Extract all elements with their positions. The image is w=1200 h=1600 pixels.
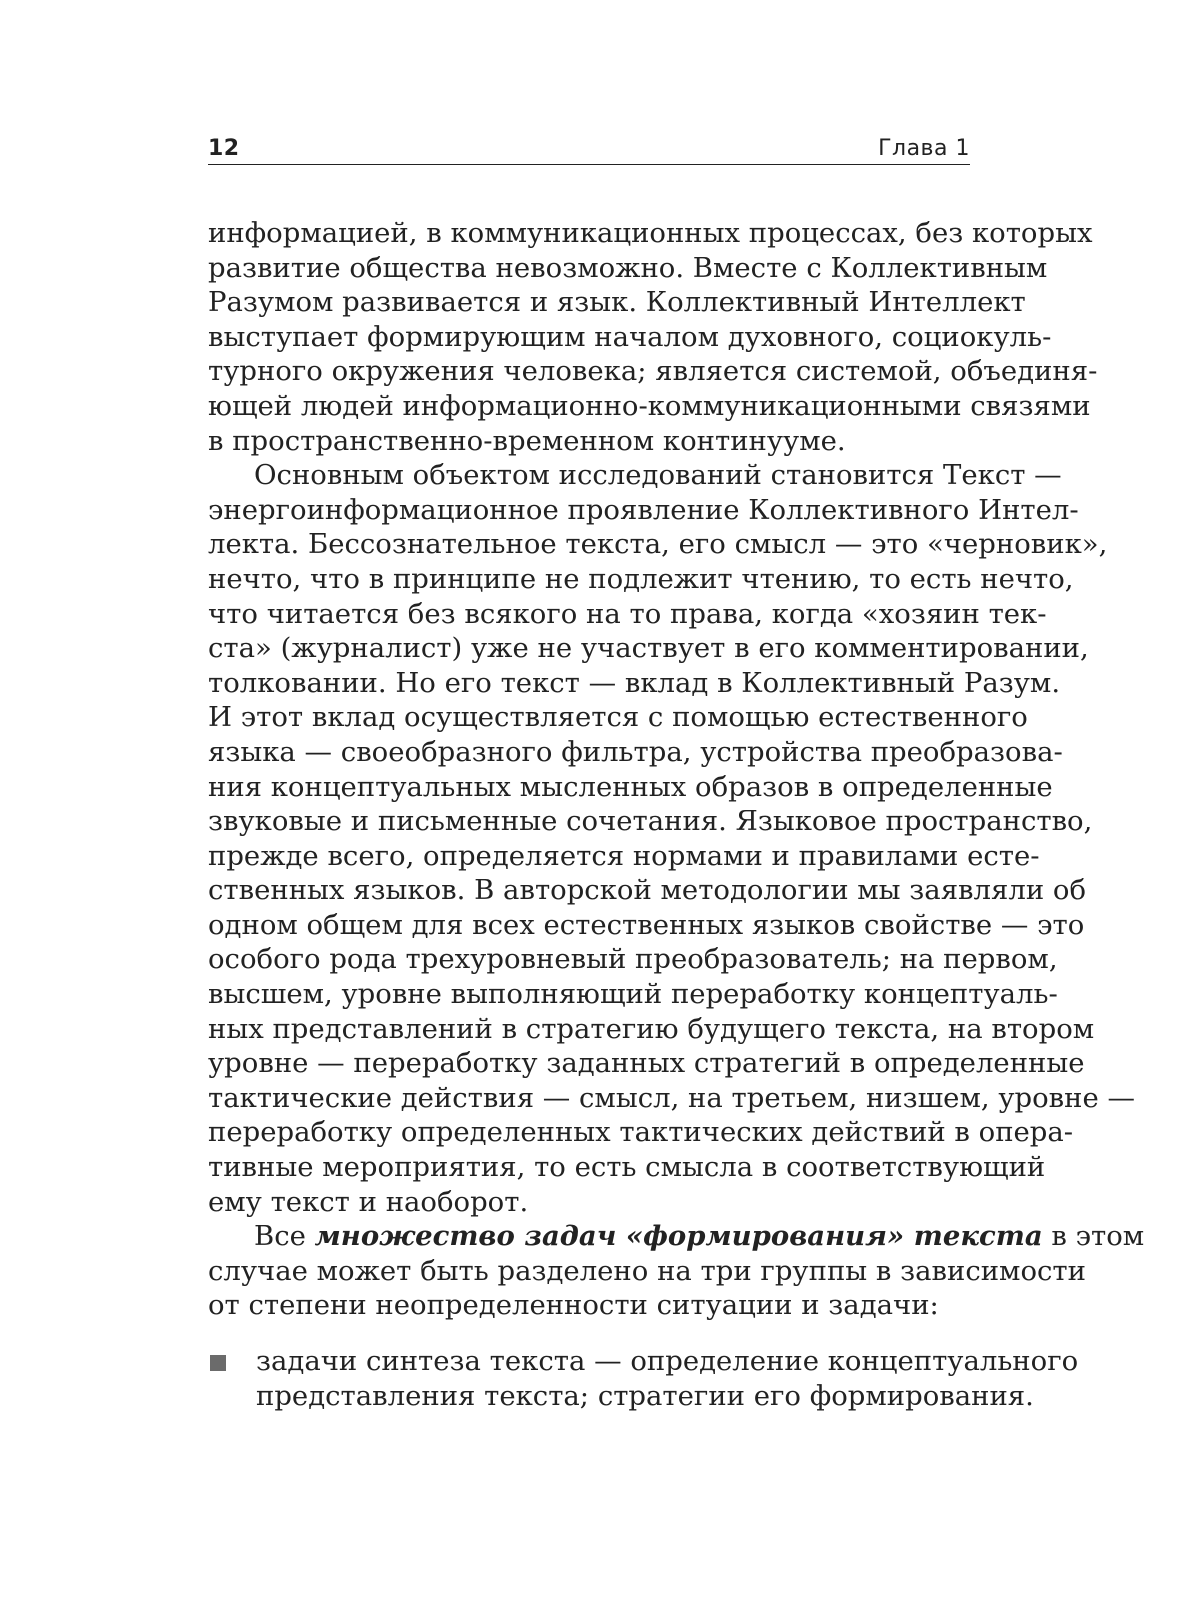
- text-line: в пространственно-временном континууме.: [208, 424, 846, 457]
- emphasized-phrase: множество задач «формирования» текста: [314, 1220, 1043, 1253]
- text-line: [208, 1219, 1145, 1254]
- text-line: ему текст и наоборот.: [208, 1185, 529, 1218]
- text-line: толковании. Но его текст — вклад в Коллективный Разум.: [208, 666, 1061, 699]
- text-line: одном общем для всех естественных языков свойстве — это: [208, 908, 1085, 941]
- text-line: выступает формирующим началом духовного, социокуль-: [208, 320, 1052, 353]
- square-bullet-icon: [210, 1355, 226, 1371]
- running-head: [208, 130, 970, 165]
- text-line: языка — своеобразного фильтра, устройства преобразова-: [208, 735, 1063, 768]
- text-line: высшем, уровне выполняющий переработку концептуаль-: [208, 978, 1058, 1011]
- text-line: тактические действия — смысл, на третьем, низшем, уровне —: [208, 1081, 1135, 1114]
- chapter-label: Глава 1: [878, 136, 970, 161]
- text-line: ста» (журналист) уже не участвует в его комментировании,: [208, 632, 1089, 665]
- text-line: ющей людей информационно-коммуникационными связями: [208, 389, 1091, 422]
- text-line: тивные мероприятия, то есть смысла в соответствующий: [208, 1151, 1046, 1184]
- text-line: И этот вклад осуществляется с помощью естественного: [208, 701, 1028, 734]
- text-line: что читается без всякого на то права, когда «хозяин тек-: [208, 597, 1047, 630]
- text-line: особого рода трехуровневый преобразователь; на первом,: [208, 943, 1058, 976]
- tail-words: в этом: [1051, 1220, 1145, 1253]
- text-line: нечто, что в принципе не подлежит чтению, то есть нечто,: [208, 562, 1074, 595]
- text-line: информацией, в коммуникационных процессах, без которых: [208, 217, 1093, 249]
- paragraph-1: [208, 216, 1098, 458]
- text-line: звуковые и письменные сочетания. Языковое пространство,: [208, 805, 1093, 838]
- bullet-list: [208, 1344, 1079, 1413]
- text-line: лекта. Бессознательное текста, его смысл — это «черновик»,: [208, 528, 1108, 561]
- text-line: задачи синтеза текста — определение концептуального: [256, 1345, 1079, 1377]
- page-number: 12: [208, 136, 240, 161]
- text-line: переработку определенных тактических действий в опера-: [208, 1116, 1074, 1149]
- paragraph-3: [208, 1219, 1145, 1323]
- body-text: [208, 216, 1145, 1323]
- text-line: энергоинформационное проявление Коллективного Интел-: [208, 493, 1079, 526]
- lead-word: Все: [254, 1220, 306, 1253]
- text-line: ственных языков. В авторской методологии мы заявляли об: [208, 874, 1086, 907]
- text-line: развитие общества невозможно. Вместе с Коллективным: [208, 251, 1048, 284]
- paragraph-2: [208, 458, 1135, 1219]
- text-line: случае может быть разделено на три группы в зависимости: [208, 1254, 1086, 1287]
- text-line: турного окружения человека; является системой, объединя-: [208, 355, 1098, 388]
- text-line: Разумом развивается и язык. Коллективный Интеллект: [208, 286, 1026, 319]
- text-line: от степени неопределенности ситуации и задачи:: [208, 1289, 939, 1322]
- text-line: Основным объектом исследований становится Текст —: [254, 459, 1062, 492]
- text-line: ния концептуальных мысленных образов в определенные: [208, 770, 1053, 803]
- text-line: представления текста; стратегии его формирования.: [256, 1379, 1034, 1412]
- text-line: ных представлений в стратегию будущего текста, на втором: [208, 1012, 1095, 1045]
- text-line: прежде всего, определяется нормами и правилами есте-: [208, 839, 1040, 872]
- list-item: [208, 1344, 1079, 1413]
- text-line: уровне — переработку заданных стратегий в определенные: [208, 1047, 1085, 1080]
